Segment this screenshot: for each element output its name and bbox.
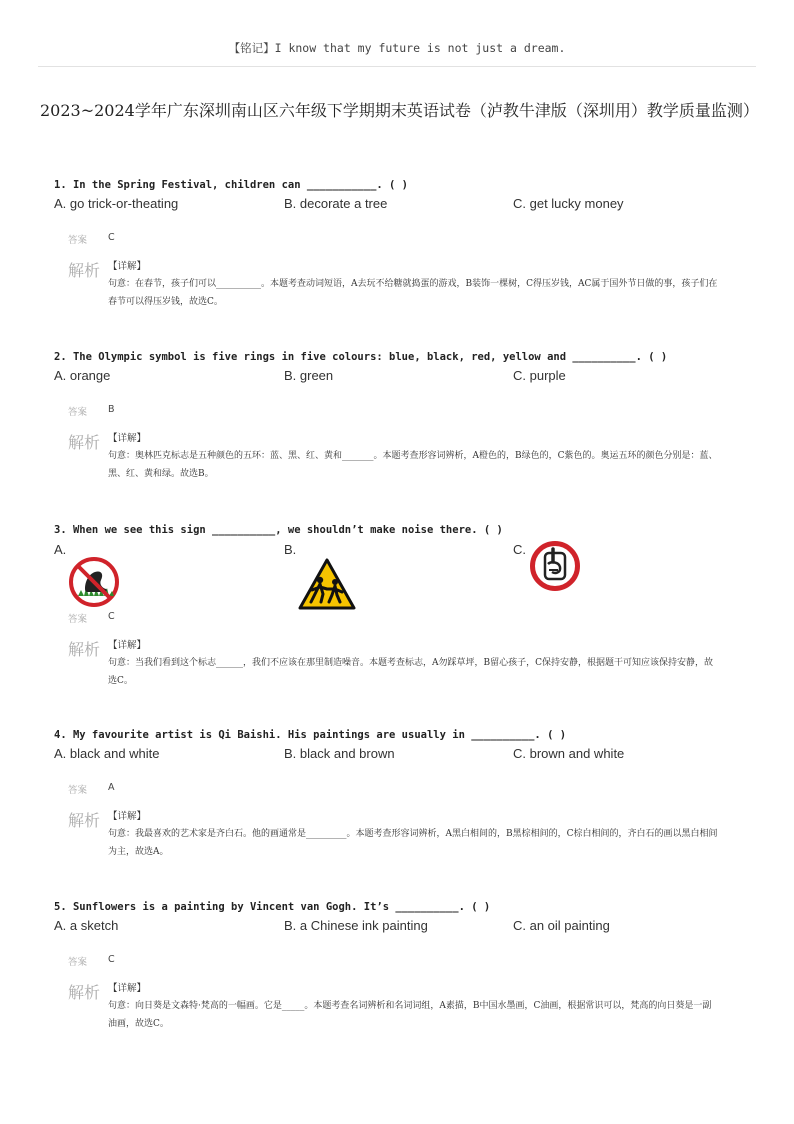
analysis-label: 解析 xyxy=(68,640,101,659)
option-c: C. an oil painting xyxy=(513,918,610,933)
answer-value: C xyxy=(108,611,115,622)
keep-quiet-sign-icon xyxy=(529,540,581,592)
answer-label: 答案 xyxy=(68,957,88,968)
paper-title: 2023~2024学年广东深圳南山区六年级下学期期末英语试卷（泸教牛津版（深圳用）教学质量监测） xyxy=(40,101,759,120)
option-c: C. purple xyxy=(513,368,566,383)
question-stem: 1. In the Spring Festival, children can ___________. ( ) xyxy=(54,179,409,191)
analysis-block xyxy=(54,637,744,690)
analysis-text: 句意：我最喜欢的艺术家是齐白石。他的画通常是_________。本题考查形容词辨析，A黑白相间的，B黑棕相间的，C棕白相间的，齐白石的画以黑白相间为主，故选A。 xyxy=(108,829,718,857)
question-stem: 5. Sunflowers is a painting by Vincent van Gogh. It’s __________. ( ) xyxy=(54,901,491,913)
analysis-block xyxy=(54,430,744,483)
analysis-block xyxy=(54,258,744,311)
answer-value: B xyxy=(108,404,115,415)
options-row xyxy=(54,366,744,388)
answer-value: C xyxy=(108,232,115,243)
option-b: B. decorate a tree xyxy=(284,196,388,211)
analysis-text: 句意：在春节，孩子们可以__________。本题考查动词短语，A去玩不给糖就捣蛋的游戏，B装饰一棵树，C得压岁钱，AC属于国外节日做的事，孩子们在春节可以得压岁钱，故选C。 xyxy=(108,279,718,307)
question-1 xyxy=(54,176,744,311)
question-stem: 2. The Olympic symbol is five rings in five colours: blue, black, red, yellow and __________. ( ) xyxy=(54,351,668,363)
answer-row xyxy=(54,232,744,258)
options-row xyxy=(54,916,744,938)
option-a: A. go trick-or-theating xyxy=(54,196,179,211)
option-a-letter: A. xyxy=(54,542,67,557)
analysis-text: 句意：奥林匹克标志是五种颜色的五环：蓝、黑、红、黄和_______。本题考查形容词辨析，A橙色的，B绿色的，C紫色的。奥运五环的颜色分别是：蓝、黑、红、黄和绿。故选B。 xyxy=(108,451,718,479)
answer-row xyxy=(54,782,744,808)
answer-value: A xyxy=(108,782,115,793)
analysis-text: 句意：当我们看到这个标志______，我们不应该在那里制造噪音。本题考查标志，A勿踩草坪，B留心孩子，C保持安静，根据题干可知应该保持安静，故选C。 xyxy=(108,658,714,686)
answer-row xyxy=(54,611,744,637)
options-row xyxy=(54,744,744,766)
answer-label: 答案 xyxy=(68,614,88,625)
detail-heading: 【详解】 xyxy=(108,640,147,651)
analysis-text: 句意：向日葵是文森特·梵高的一幅画。它是_____。本题考查名词辨析和名词词组，A素描，B中国水墨画，C油画，根据常识可以，梵高的向日葵是一副油画，故选C。 xyxy=(108,1001,712,1029)
detail-heading: 【详解】 xyxy=(108,261,147,272)
option-a: A. a sketch xyxy=(54,918,119,933)
analysis-block xyxy=(54,980,744,1033)
analysis-label: 解析 xyxy=(68,433,101,452)
question-5 xyxy=(54,898,744,1033)
header-divider xyxy=(38,66,756,67)
option-c-letter: C. xyxy=(513,542,526,557)
question-stem: 4. My favourite artist is Qi Baishi. His paintings are usually in __________. ( ) xyxy=(54,729,567,741)
options-row xyxy=(54,194,744,216)
children-crossing-warning-sign-icon xyxy=(298,558,356,610)
question-2 xyxy=(54,348,744,483)
answer-row xyxy=(54,404,744,430)
question-stem: 3. When we see this sign __________, we shouldn’t make noise there. ( ) xyxy=(54,524,503,536)
analysis-label: 解析 xyxy=(68,811,101,830)
answer-label: 答案 xyxy=(68,407,88,418)
analysis-label: 解析 xyxy=(68,261,101,280)
option-b: B. green xyxy=(284,368,334,383)
no-trampling-grass-sign-icon xyxy=(68,556,120,608)
detail-heading: 【详解】 xyxy=(108,811,147,822)
answer-label: 答案 xyxy=(68,235,88,246)
question-3 xyxy=(54,521,744,690)
image-options-row xyxy=(54,539,744,597)
option-b-letter: B. xyxy=(284,542,297,557)
answer-row xyxy=(54,954,744,980)
analysis-block xyxy=(54,808,744,861)
option-b: B. black and brown xyxy=(284,746,395,761)
analysis-label: 解析 xyxy=(68,983,101,1002)
answer-value: C xyxy=(108,954,115,965)
option-a: A. black and white xyxy=(54,746,160,761)
option-a: A. orange xyxy=(54,368,111,383)
detail-heading: 【详解】 xyxy=(108,433,147,444)
answer-label: 答案 xyxy=(68,785,88,796)
question-4 xyxy=(54,726,744,861)
option-c: C. get lucky money xyxy=(513,196,624,211)
detail-heading: 【详解】 xyxy=(108,983,147,994)
header-motto: 【铭记】I know that my future is not just a dream. xyxy=(228,41,566,55)
option-b: B. a Chinese ink painting xyxy=(284,918,428,933)
option-c: C. brown and white xyxy=(513,746,625,761)
